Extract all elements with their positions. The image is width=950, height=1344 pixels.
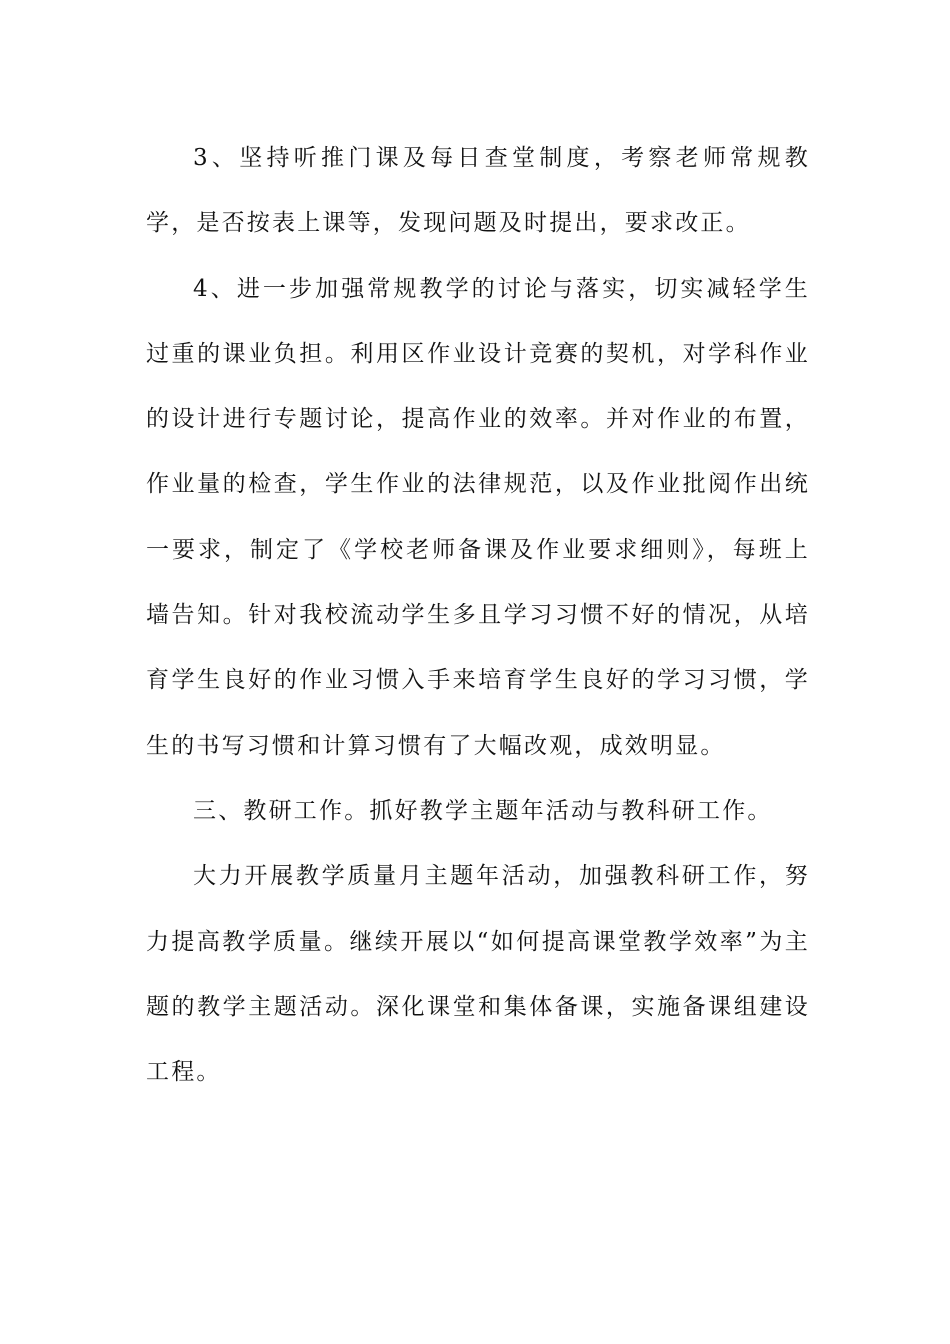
document-body [146,126,810,1105]
paragraph-item-4: 4、进一步加强常规教学的讨论与落实，切实减轻学生过重的课业负担。利用区作业设计竞赛的契机，对学科作业的设计进行专题讨论，提高作业的效率。并对作业的布置，作业量的检查，学生作业的法律规范，以及作业批阅作出统一要求，制定了《学校老师备课及作业要求细则》，每班上墙告知。针对我校流动学生多且学习习惯不好的情况，从培育学生良好的作业习惯入手来培育学生良好的学习习惯，学生的书写习惯和计算习惯有了大幅改观，成效明显。 [146,275,810,759]
section-heading-teaching-research: 三、教研工作。抓好教学主题年活动与教科研工作。 [193,797,773,824]
paragraph-item-3: 3、坚持听推门课及每日查堂制度，考察老师常规教学，是否按表上课等，发现问题及时提出，要求改正。 [146,145,810,237]
paragraph-quality-month: 大力开展教学质量月主题年活动，加强教科研工作，努力提高教学质量。继续开展以“如何提高课堂教学效率”为主题的教学主题活动。深化课堂和集体备课，实施备课组建设工程。 [146,863,810,1086]
